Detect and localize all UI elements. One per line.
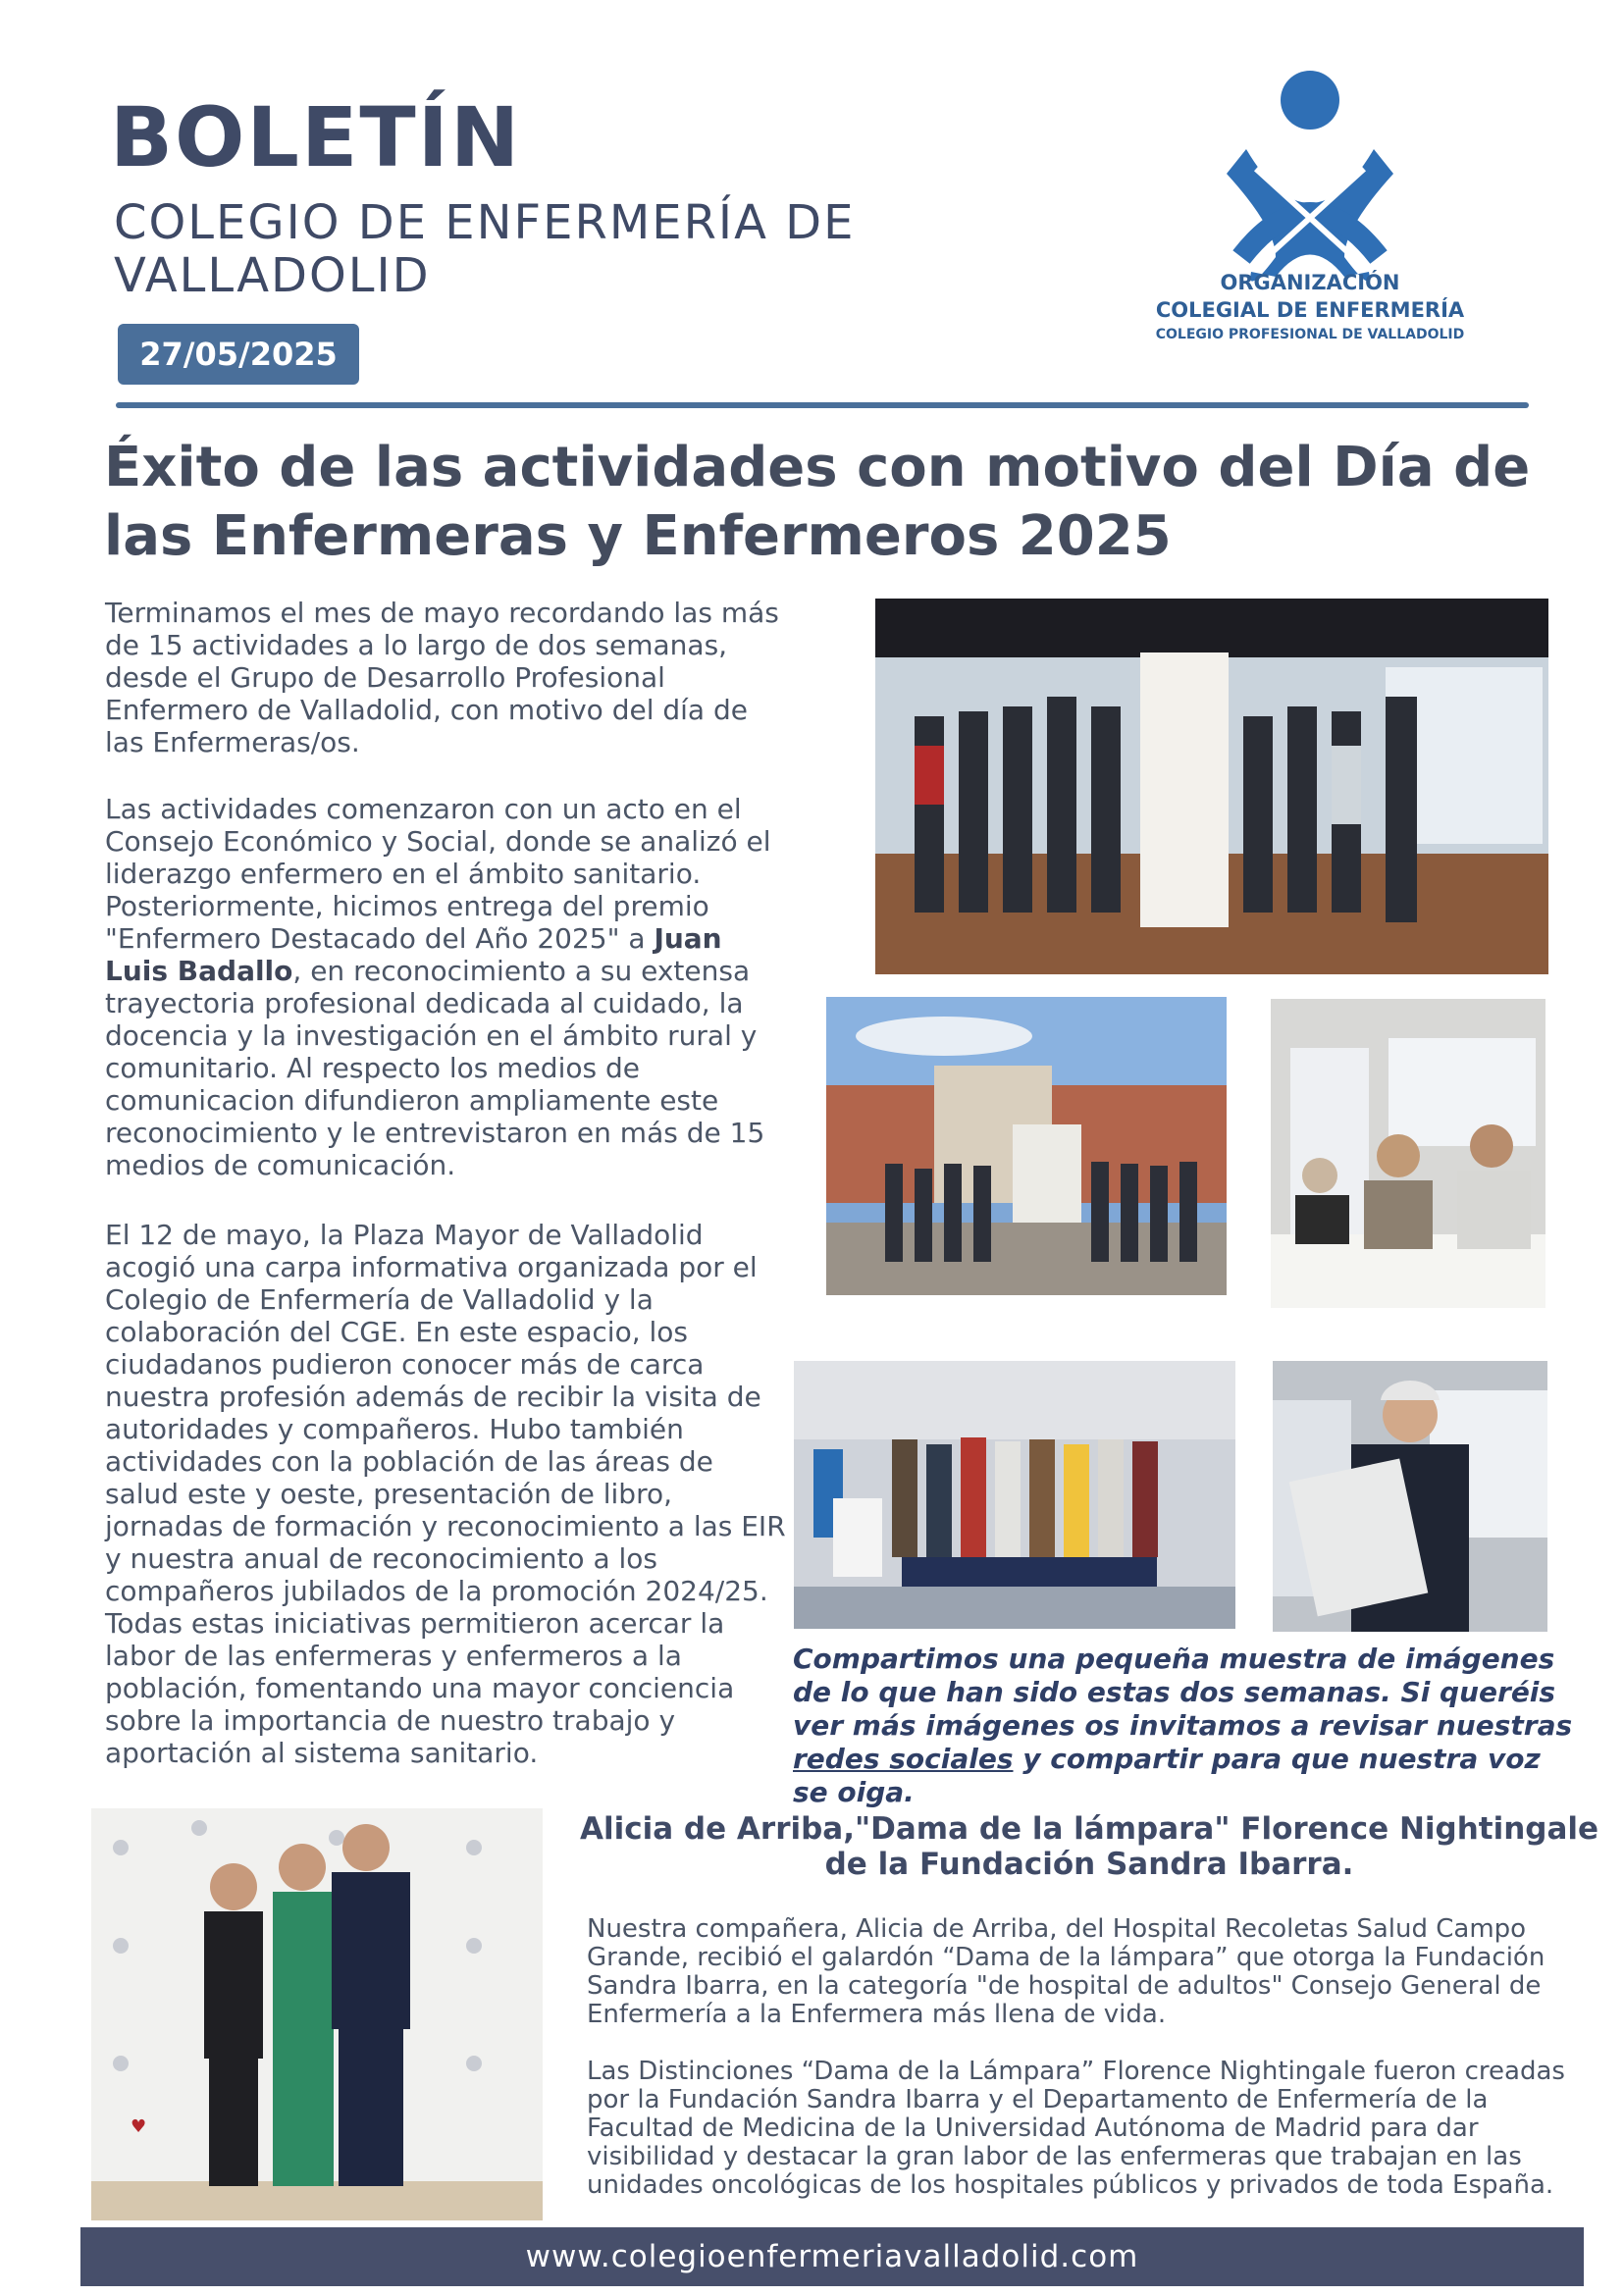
- footer-bar: [80, 2227, 1584, 2286]
- svg-text:♥: ♥: [131, 2116, 147, 2137]
- awardee-name: Juan Luis Badallo: [105, 922, 722, 987]
- photo-alicia-de-arriba: [91, 1808, 543, 2220]
- photo-award-recipient: [1273, 1361, 1547, 1632]
- header-divider: [116, 402, 1529, 408]
- photo-retirement-tribute: [794, 1361, 1235, 1629]
- article-2-title: Alicia de Arriba,"Dama de la lámpara" Florence Nightingale de la Fundación Sandra Ibarra.: [579, 1811, 1599, 1882]
- article-2-paragraph-1: Nuestra compañera, Alicia de Arriba, del Hospital Recoletas Salud Campo Grande, recibió el galardón “Dama de la lámpara” que otorga la Fundación Sandra Ibarra, en la categoría "de hospital de adultos" Consejo General de Enfermería a la Enfermera más llena de vida.: [587, 1914, 1545, 2029]
- photo-book-presentation: [1271, 999, 1545, 1308]
- article-headline: Éxito de las actividades con motivo del Día de las Enfermeras y Enfermeros 2025: [104, 436, 1531, 568]
- social-media-link[interactable]: redes sociales: [793, 1743, 1014, 1775]
- article-paragraph-2: Las actividades comenzaron con un acto en el Consejo Económico y Social, donde se analizó el liderazgo enfermero en el ámbito sanitario. Posteriormente, hicimos entrega del premio "Enfermero Destacado del Año 2025" a Juan Luis Badallo, en reconocimiento a su extensa trayectoria profesional dedicada al cuidado, la docencia y la investigación en el ámbito rural y comunitario. Al respecto los medios de comunicacion difundieron ampliamente este reconocimiento y le entrevistaron en más de 15 medios de comunicación.: [105, 793, 771, 1181]
- logo-line-1: ORGANIZACIÓN: [1220, 271, 1400, 294]
- article-2-paragraph-2: Las Distinciones “Dama de la Lámpara” Florence Nightingale fueron creadas por la Fundación Sandra Ibarra y el Departamento de Enfermería de la Facultad de Medicina de la Universidad Autónoma de Madrid para dar visibilidad y destacar la gran labor de las enfermeras que trabajan en las unidades oncológicas de los hospitales públicos y privados de toda España.: [587, 2057, 1565, 2200]
- website-link[interactable]: www.colegioenfermeriavalladolid.com: [525, 2239, 1139, 2274]
- photo-plaza-mayor: [826, 997, 1227, 1295]
- bulletin-title: BOLETÍN: [110, 89, 522, 185]
- photo-caption: Compartimos una pequeña muestra de imágenes de lo que han sido estas dos semanas. Si queréis ver más imágenes os invitamos a revisar nuestras redes sociales y compartir para que nuestra voz se oiga.: [793, 1643, 1573, 1808]
- logo-line-3: COLEGIO PROFESIONAL DE VALLADOLID: [1155, 327, 1465, 342]
- bulletin-subtitle: COLEGIO DE ENFERMERÍA DE VALLADOLID: [114, 195, 856, 303]
- date-badge: 27/05/2025: [118, 324, 359, 385]
- logo-line-2: COLEGIAL DE ENFERMERÍA: [1155, 298, 1465, 322]
- article-paragraph-3: El 12 de mayo, la Plaza Mayor de Valladolid acogió una carpa informativa organizada por el Colegio de Enfermería de Valladolid y la colaboración del CGE. En este espacio, los ciudadanos pudieron conocer más de carca nuestra profesión además de recibir la visita de autoridades y compañeros. Hubo también actividades con la población de las áreas de salud este y oeste, presentación de libro, jornadas de formación y reconocimiento a las EIR y nuestra anual de reconocimiento a los compañeros jubilados de la promoción 2024/25. Todas estas iniciativas permitieron acercar la labor de las enfermeras y enfermeros a la población, fomentando una mayor conciencia sobre la importancia de nuestro trabajo y aportación al sistema sanitario.: [105, 1219, 786, 1769]
- article-paragraph-1: Terminamos el mes de mayo recordando las más de 15 actividades a lo largo de dos semanas, desde el Grupo de Desarrollo Profesional Enfermero de Valladolid, con motivo del día de las Enfermeras/os.: [105, 597, 779, 758]
- photo-group-award-ceremony: [875, 599, 1548, 974]
